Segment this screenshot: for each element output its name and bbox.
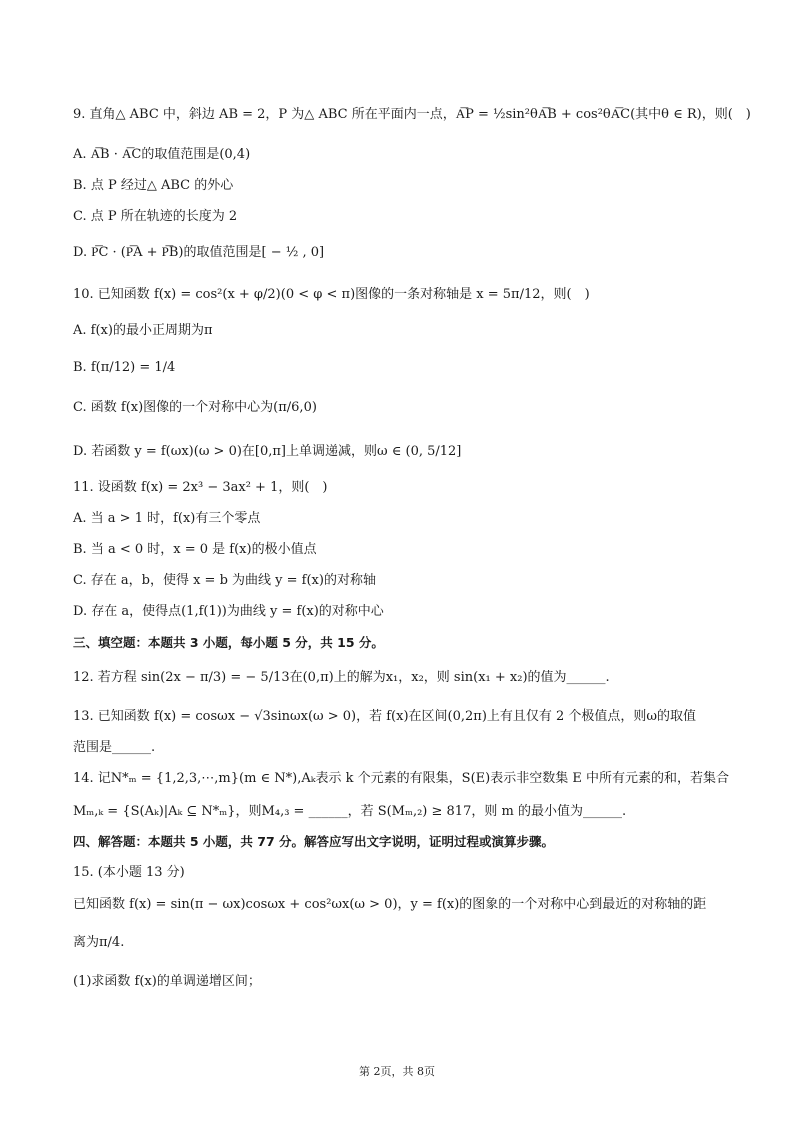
q10-option-a: A. f(x)的最小正周期为π	[73, 323, 213, 338]
q9-option-b: B. 点 P 经过△ ABC 的外心	[73, 178, 234, 193]
exam-page	[73, 0, 751, 1123]
q15-line2: 离为π/4.	[73, 935, 125, 950]
q10-option-c: C. 函数 f(x)图像的一个对称中心为(π/6,0)	[73, 400, 317, 415]
q15-line1: 已知函数 f(x) = sin(π − ωx)cosωx + cos²ωx(ω > 0)，y = f(x)的图象的一个对称中心到最近的对称轴的距	[73, 897, 707, 912]
q15-header: 15. (本小题 13 分)	[73, 865, 185, 880]
q11-option-a: A. 当 a > 1 时，f(x)有三个零点	[73, 511, 261, 526]
q13-line2: 范围是______.	[73, 740, 156, 755]
q12: 12. 若方程 sin(2x − π/3) = − 5/13在(0,π)上的解为x₁，x₂，则 sin(x₁ + x₂)的值为______.	[73, 670, 610, 685]
q9-option-c: C. 点 P 所在轨迹的长度为 2	[73, 209, 238, 224]
q14-line2: Mₘ,ₖ = {S(Aₖ)|Aₖ ⊆ N*ₘ}，则M₄,₃ = ______，若 S(Mₘ,₂) ≥ 817，则 m 的最小值为______.	[73, 804, 627, 819]
q15-part1: (1)求函数 f(x)的单调递增区间；	[73, 974, 261, 989]
q9-stem: 9. 直角△ ABC 中，斜边 AB = 2，P 为△ ABC 所在平面内一点，A͞P = ½sin²θA͞B + cos²θA͞C(其中θ ∈ R)，则( )	[73, 107, 751, 122]
q9-option-a: A. A͞B · A͞C的取值范围是(0,4)	[73, 147, 251, 162]
q10-option-b: B. f(π/12) = 1/4	[73, 360, 176, 375]
page-footer: 第 2页，共 8页	[359, 1065, 435, 1078]
q11-option-d: D. 存在 a，使得点(1,f(1))为曲线 y = f(x)的对称中心	[73, 604, 384, 619]
section-fill-in-heading: 三、填空题：本题共 3 小题，每小题 5 分，共 15 分。	[73, 635, 384, 650]
q10-option-d: D. 若函数 y = f(ωx)(ω > 0)在[0,π]上单调递减，则ω ∈ (0, 5/12]	[73, 444, 462, 459]
section-solution-heading: 四、解答题：本题共 5 小题，共 77 分。解答应写出文字说明，证明过程或演算步骤。	[73, 834, 555, 849]
q10-stem: 10. 已知函数 f(x) = cos²(x + φ/2)(0 < φ < π)图像的一条对称轴是 x = 5π/12，则( )	[73, 287, 590, 302]
q13-line1: 13. 已知函数 f(x) = cosωx − √3sinωx(ω > 0)，若 f(x)在区间(0,2π)上有且仅有 2 个极值点，则ω的取值	[73, 709, 697, 724]
q11-option-b: B. 当 a < 0 时，x = 0 是 f(x)的极小值点	[73, 542, 317, 557]
q11-stem: 11. 设函数 f(x) = 2x³ − 3ax² + 1，则( )	[73, 480, 328, 495]
q11-option-c: C. 存在 a，b，使得 x = b 为曲线 y = f(x)的对称轴	[73, 573, 376, 588]
q14-line1: 14. 记N*ₘ = {1,2,3,⋯,m}(m ∈ N*),Aₖ表示 k 个元素的有限集，S(E)表示非空数集 E 中所有元素的和，若集合	[73, 771, 729, 786]
q9-option-d: D. P͞C · (P͞A + P͞B)的取值范围是[ − ½ , 0]	[73, 245, 325, 260]
